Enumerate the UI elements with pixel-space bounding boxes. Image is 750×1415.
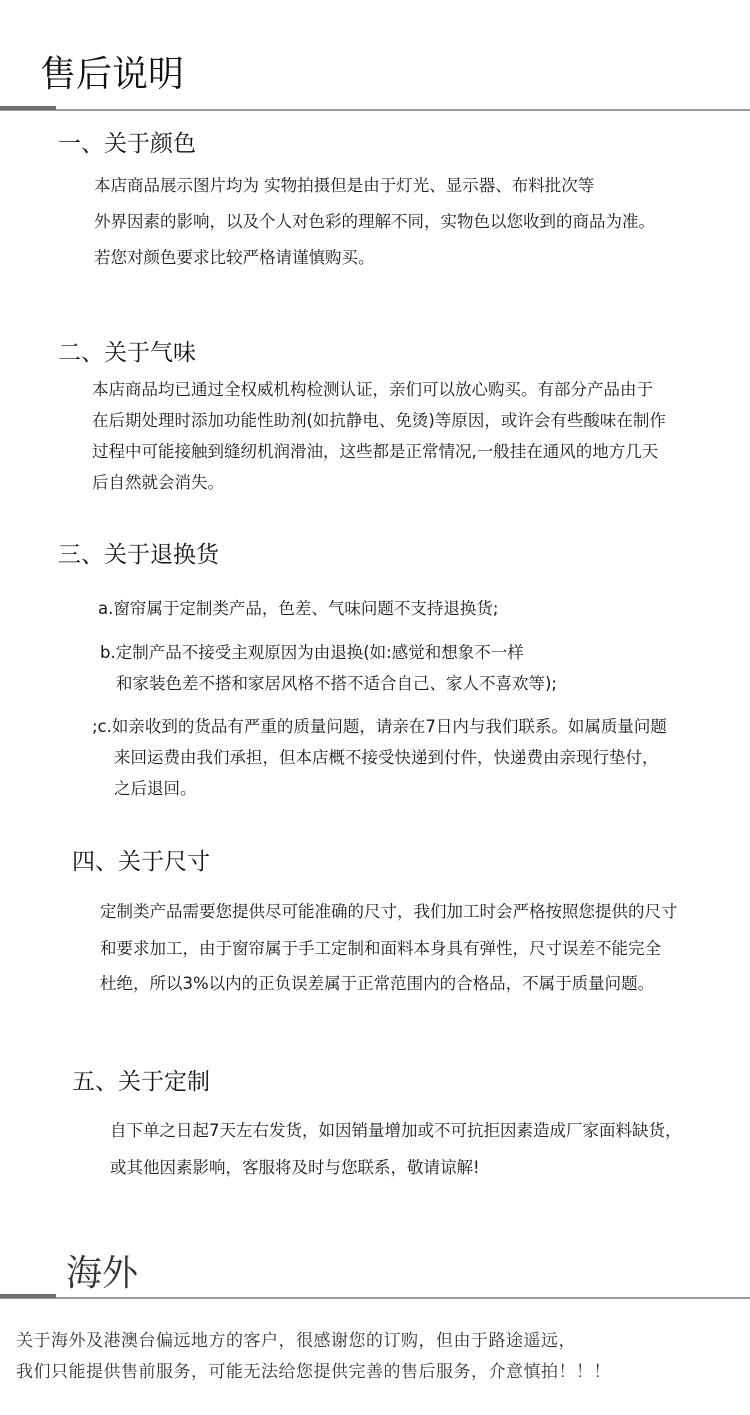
overseas-note-line-1: 关于海外及港澳台偏远地方的客户，很感谢您的订购，但由于路途遥远， [16,1331,576,1351]
overseas-divider-accent [0,1294,56,1298]
section-size-line-3: 杜绝，所以3%以内的正负误差属于正常范围内的合格品，不属于质量问题。 [100,974,655,993]
section-heading-color: 一、关于颜色 [58,131,196,157]
section-returns-item-b-line-2: 和家装色差不搭和家居风格不搭不适合自己、家人不喜欢等); [116,674,557,693]
section-size-line-2: 和要求加工，由于窗帘属于手工定制和面料本身具有弹性，尺寸误差不能完全 [100,939,661,958]
section-smell-line-1: 本店商品均已通过全权威机构检测认证，亲们可以放心购买。有部分产品由于 [92,380,653,399]
section-color-line-2: 外界因素的影响，以及个人对色彩的理解不同，实物色以您收到的商品为准。 [94,212,655,231]
section-returns-item-a: a.窗帘属于定制类产品，色差、气味问题不支持退换货; [98,599,499,618]
header-divider-accent [0,106,56,110]
section-smell-line-2: 在后期处理时添加功能性助剂(如抗静电、免烫)等原因，或许会有些酸味在制作 [92,411,666,430]
section-heading-size: 四、关于尺寸 [72,849,210,875]
section-size-line-1: 定制类产品需要您提供尽可能准确的尺寸，我们加工时会严格按照您提供的尺寸 [100,902,678,921]
section-color-line-1: 本店商品展示图片均为 实物拍摄但是由于灯光、显示器、布料批次等 [94,176,595,195]
header-divider [0,109,750,111]
section-color-line-3: 若您对颜色要求比较严格请谨慎购买。 [94,248,375,267]
section-returns-item-c-line-2: 来回运费由我们承担，但本店概不接受快递到付件，快递费由亲现行垫付， [114,748,659,767]
section-returns-item-c-line-1: ;c.如亲收到的货品有严重的质量问题，请亲在7日内与我们联系。如属质量问题 [92,717,667,736]
section-heading-custom: 五、关于定制 [72,1069,210,1095]
section-smell-line-3: 过程中可能接触到缝纫机润滑油，这些都是正常情况,一般挂在通风的地方几天 [92,442,659,461]
overseas-title: 海外 [66,1253,139,1294]
section-smell-line-4: 后自然就会消失。 [92,473,224,492]
section-custom-line-1: 自下单之日起7天左右发货，如因销量增加或不可抗拒因素造成厂家面料缺货， [110,1121,682,1140]
section-heading-smell: 二、关于气味 [58,340,196,366]
section-returns-item-c-line-3: 之后退回。 [114,779,197,798]
section-heading-returns: 三、关于退换货 [58,542,219,568]
page-title: 售后说明 [40,54,185,95]
section-returns-item-b-line-1: b.定制产品不接受主观原因为由退换(如:感觉和想象不一样 [100,643,524,662]
section-custom-line-2: 或其他因素影响，客服将及时与您联系，敬请谅解! [110,1158,480,1177]
overseas-divider [0,1297,750,1299]
overseas-note-line-2: 我们只能提供售前服务，可能无法给您提供完善的售后服务，介意慎拍！！！ [16,1362,611,1382]
